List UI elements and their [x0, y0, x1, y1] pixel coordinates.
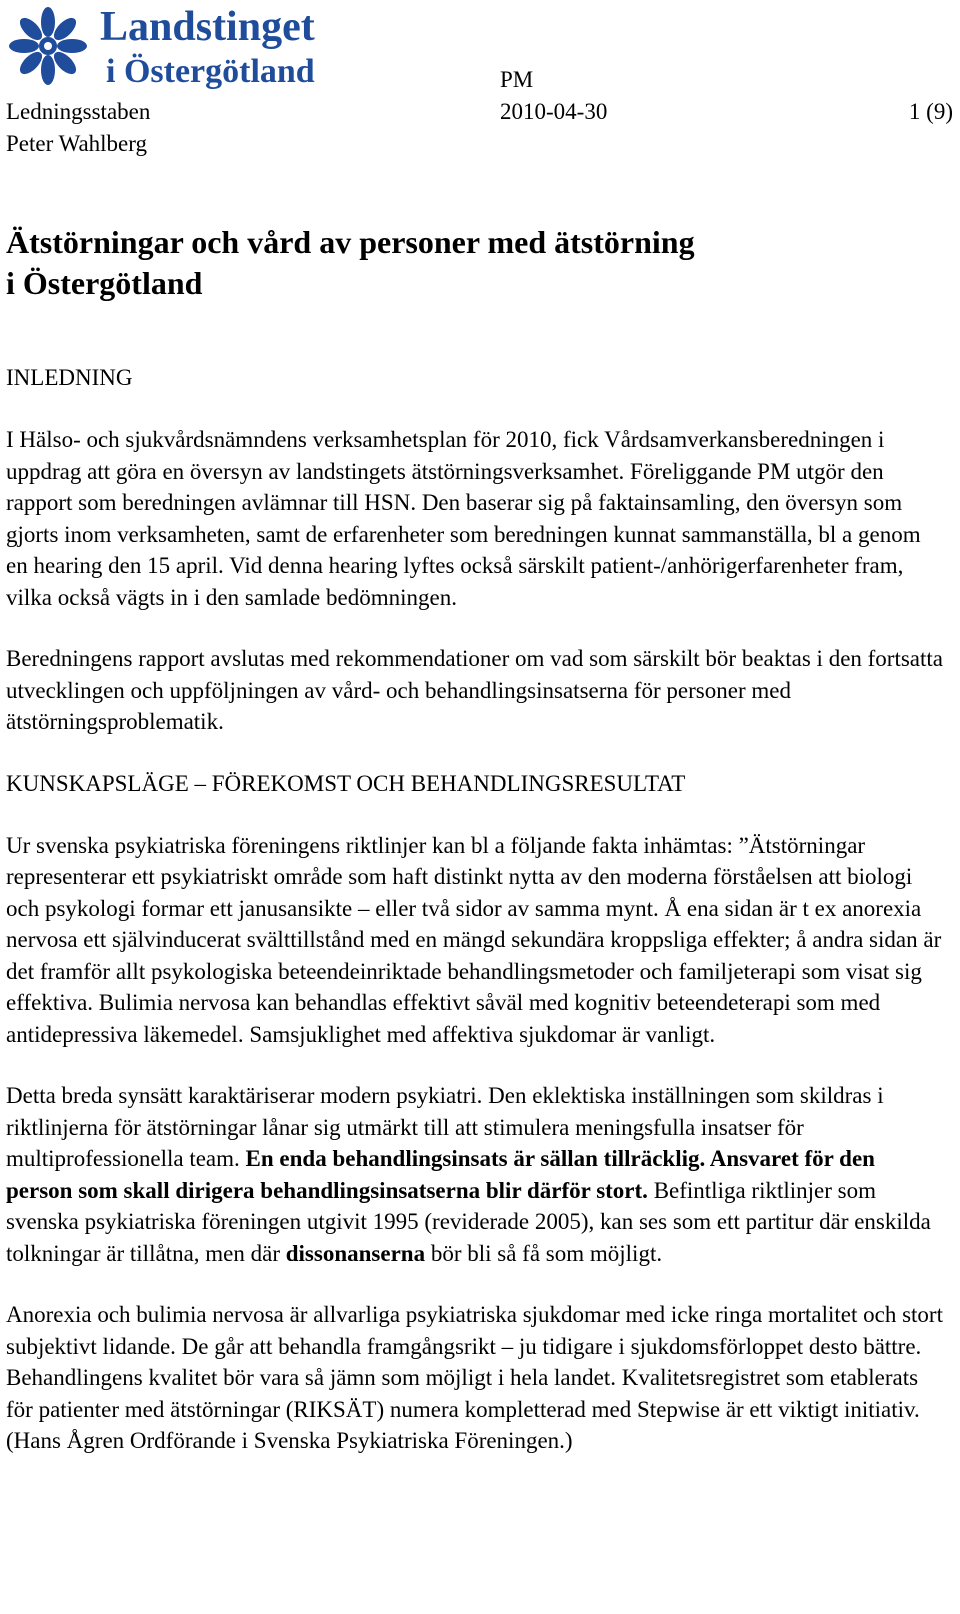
department: Ledningsstaben	[6, 99, 151, 124]
landstinget-logo	[4, 2, 364, 94]
knowledge-p2-bold-statement: En enda behandlingsinsats är sällan tillräcklig. Ansvaret för den person som skall dirigera behandlingsinsatserna blir därför stort.	[6, 1146, 875, 1203]
page-number: 1 (9)	[908, 99, 953, 124]
logo-text-line2: i Östergötland	[106, 53, 315, 90]
doc-type: PM	[500, 67, 534, 92]
title-line-1: Ätstörningar och vård av personer med ätstörning	[6, 224, 695, 260]
page-title	[6, 222, 946, 304]
intro-paragraph-2: Beredningens rapport avslutas med rekommendationer om vad som särskilt bör beaktas i den fortsatta utvecklingen och uppföljningen av vård- och behandlingsinsatserna för personer med ätstörningsproblematik.	[6, 646, 944, 734]
author: Peter Wahlberg	[6, 131, 148, 156]
logo-text-line1: Landstinget	[100, 4, 315, 50]
knowledge-p2-text-a: Detta breda synsätt karaktäriserar modern psykiatri. Den eklektiska inställningen som skildras i riktlinjerna för ätstörningar lånar sig utmärkt till att stimulera meningsfulla insatser för multiprofessionella team.	[6, 1083, 884, 1171]
knowledge-paragraph-3: Anorexia och bulimia nervosa är allvarliga psykiatriska sjukdomar med icke ringa mortalitet och stort subjektivt lidande. De går att behandla framgångsrikt – ju tidigare i sjukdomsförloppet desto bättre. Behandlingens kvalitet bör vara så jämn som möjligt i hela landet. Kvalitetsregistret som etablerats för patienter med ätstörningar (RIKSÄT) numera kompletterad med Stepwise är ett viktigt initiativ. (Hans Ågren Ordförande i Svenska Psykiatriska Föreningen.)	[6, 1302, 943, 1453]
knowledge-p2-bold-word: dissonanserna	[285, 1240, 426, 1266]
document-body	[6, 362, 946, 1487]
title-line-2: i Östergötland	[6, 265, 203, 301]
document-date: 2010-04-30	[500, 99, 608, 124]
knowledge-paragraph-2	[6, 1080, 946, 1269]
section-heading-intro: INLEDNING	[6, 365, 133, 390]
knowledge-p2-text-e: bör bli så få som möjligt.	[425, 1240, 663, 1266]
section-heading-knowledge: KUNSKAPSLÄGE – FÖREKOMST OCH BEHANDLINGSRESULTAT	[6, 770, 686, 796]
knowledge-p2-text-c: Befintliga riktlinjer som svenska psykiatriska föreningen utgivit 1995 (reviderade 2005), kan ses som ett partitur där enskilda tolkningar är tillåtna, men där	[6, 1177, 931, 1266]
knowledge-paragraph-1: Ur svenska psykiatriska föreningens riktlinjer kan bl a följande fakta inhämtas: ”Ätstörningar representerar ett psykiatriskt område som haft distinkt nytta av den moderna förståelsen att biologi och psykologi formar ett janusansikte – eller två sidor av samma mynt. Å ena sidan är t ex anorexia nervosa ett självinducerat svälttillstånd med en mängd sekundära kroppsliga effekter; å andra sidan är det framför allt psykologiska beteendeinriktade behandlingsmetoder och familjeterapi som visat sig effektiva. Bulimia nervosa kan behandlas effektivt såväl med kognitiv beteendeterapi som med antidepressiva läkemedel. Samsjuklighet med affektiva sjukdomar är vanligt.	[6, 832, 942, 1047]
intro-paragraph-1: I Hälso- och sjukvårdsnämndens verksamhetsplan för 2010, fick Vårdsamverkansberedningen i uppdrag att göra en översyn av landstingets ätstörningsverksamhet. Föreliggande PM utgör den rapport som beredningen avlämnar till HSN. Den baserar sig på faktainsamling, den översyn som gjorts inom verksamheten, samt de erfarenheter som beredningen kunnat sammanställa, bl a genom en hearing den 15 april. Vid denna hearing lyftes också särskilt patient-/anhörigerfarenheter fram, vilka också vägts in i den samlade bedömningen.	[6, 427, 921, 610]
